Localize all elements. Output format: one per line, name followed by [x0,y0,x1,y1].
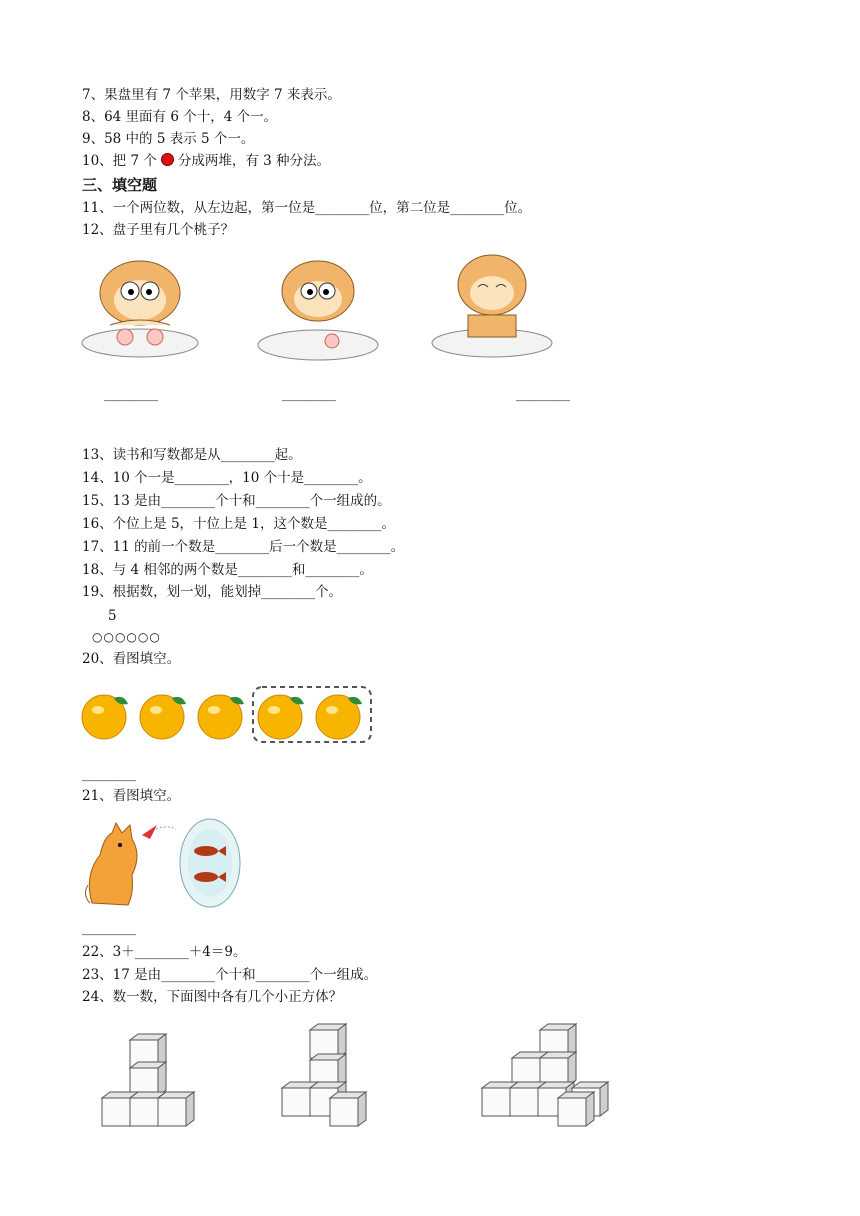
orange-icon [316,695,362,739]
monkey-3-image [432,255,552,357]
question-17: 17、11 的前一个数是________后一个数是________。 [82,539,405,555]
q19-number: 5 [108,608,117,624]
section-3-title: 三、填空题 [82,176,158,194]
orange-icon [198,695,244,739]
question-19: 19、根据数，划一划，能划掉________个。 [82,584,343,600]
orange-icon [140,695,186,739]
q12-blank-2[interactable]: ________ [282,386,336,402]
q19-circles: ○○○○○○ [92,630,161,644]
cube-stack-3 [482,1024,608,1126]
question-22: 22、3＋________＋4＝9。 [82,944,247,960]
fish-icon [194,846,218,856]
question-10 [82,152,330,170]
orange-icon [258,695,304,739]
question-18: 18、与 4 相邻的两个数是________和________。 [82,562,373,578]
q12-blank-3[interactable]: ________ [516,386,570,402]
question-13: 13、读书和写数都是从________起。 [82,447,302,463]
cat-fish-illustration [82,815,252,910]
question-21: 21、看图填空。 [82,788,181,804]
fish-bowl-icon [180,819,240,907]
orange-icon [82,695,128,739]
oranges-illustration [80,684,380,748]
question-9: 9、58 中的 5 表示 5 个一。 [82,131,255,147]
cube-stack-illustrations [96,1018,636,1138]
question-15: 15、13 是由________个十和________个一组成的。 [82,493,391,509]
question-16: 16、个位上是 5，十位上是 1，这个数是________。 [82,516,395,532]
question-10-prefix: 10、把 7 个 [82,153,157,169]
cat-icon [85,823,137,905]
question-14: 14、10 个一是________，10 个十是________。 [82,470,372,486]
question-7: 7、果盘里有 7 个苹果，用数字 7 来表示。 [82,87,341,103]
monkey-plate-illustrations [80,245,560,375]
cube-stack-1 [102,1034,194,1126]
question-11: 11、一个两位数，从左边起，第一位是________位，第二位是________位。 [82,200,532,216]
question-10-suffix: 分成两堆，有 3 种分法。 [177,153,331,169]
q12-blank-1[interactable]: ________ [104,386,158,402]
cube-stack-2 [282,1024,366,1126]
q20-blank[interactable]: ________ [82,766,136,782]
question-24: 24、数一数，下面图中各有几个小正方体？ [82,989,343,1005]
question-12: 12、盘子里有几个桃子？ [82,222,235,238]
monkey-2-image [258,261,378,360]
question-20: 20、看图填空。 [82,651,181,667]
q21-blank[interactable]: ________ [82,920,136,936]
arrow-icon [142,825,157,839]
apple-dot-icon [161,153,174,166]
monkey-1-image [82,261,198,357]
fish-icon [194,872,218,882]
question-23: 23、17 是由________个十和________个一组成。 [82,967,378,983]
question-8: 8、64 里面有 6 个十，4 个一。 [82,109,278,125]
